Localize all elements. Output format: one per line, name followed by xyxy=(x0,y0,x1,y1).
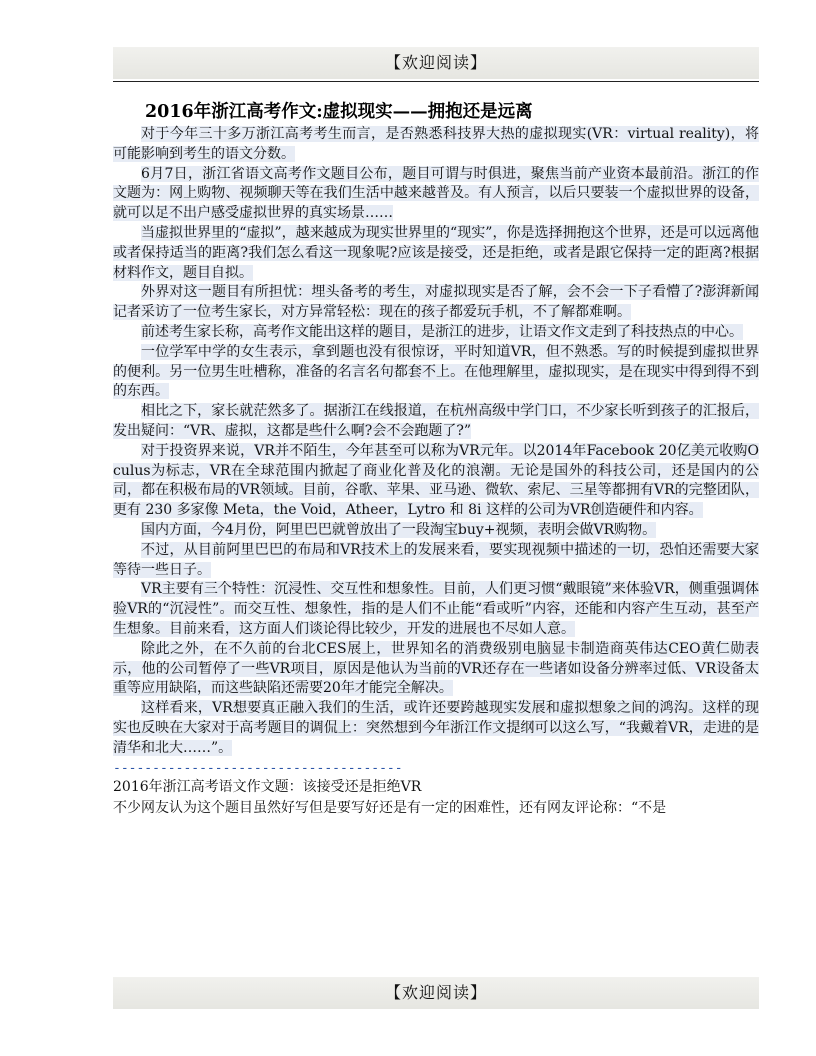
header-rule xyxy=(113,81,759,82)
paragraph: 不过，从目前阿里巴巴的布局和VR技术上的发展来看，要实现视频中描述的一切，恐怕还需要大家等待一些日子。 xyxy=(113,541,759,578)
header-banner: 【欢迎阅读】 xyxy=(113,47,759,79)
paragraph: 相比之下，家长就茫然多了。据浙江在线报道，在杭州高级中学门口，不少家长听到孩子的汇报后，发出疑问：“VR、虚拟，这都是些什么啊?会不会跑题了?” xyxy=(113,403,759,439)
article-title: 2016年浙江高考作文:虚拟现实——拥抱还是远离 xyxy=(145,102,533,122)
paragraph: 前述考生家长称，高考作文能出这样的题目，是浙江的进步，让语文作文走到了科技热点的中心。 xyxy=(141,323,743,340)
paragraph: 6月7日，浙江省语文高考作文题目公布，题目可谓与时俱进，聚焦当前产业资本最前沿。浙江的作文题为：网上购物、视频聊天等在我们生活中越来越普及。有人预言，以后只要装一个虚拟世界的设备，就可以足不出户感受虚拟世界的真实场景…… xyxy=(113,165,759,222)
last-line: 不少网友认为这个题目虽然好写但是要写好还是有一定的困难性，还有网友评论称：“不是 xyxy=(113,799,667,816)
paragraph: 外界对这一题目有所担忧：埋头备考的考生，对虚拟现实是否了解，会不会一下子看懵了?澎湃新闻记者采访了一位考生家长，对方异常轻松：现在的孩子都爱玩手机，不了解都难啊。 xyxy=(113,284,759,321)
paragraph: 对于投资界来说，VR并不陌生，今年甚至可以称为VR元年。以2014年Facebook 20亿美元收购Oculus为标志，VR在全球范围内掀起了商业化普及化的浪潮。无论是国外的科技公司，还是国内的公司，都在积极布局的VR领域。目前，谷歌、苹果、亚马逊、微软、索尼、三星等都拥有VR的完整团队，更有 230 多家像 Meta，the Void，Atheer，Lytro 和 8i 这样的公司为VR创造硬件和内容。 xyxy=(113,442,759,519)
paragraph: 这样看来，VR想要真正融入我们的生活，或许还要跨越现实发展和虚拟想象之间的鸿沟。这样的现实也反映在大家对于高考题目的调侃上：突然想到今年浙江作文提纲可以这么写，“我戴着VR，走进的是清华和北大……”。 xyxy=(113,700,759,756)
paragraph: 对于今年三十多万浙江高考考生而言，是否熟悉科技界大热的虚拟现实(VR：virtual reality)，将可能影响到考生的语文分数。 xyxy=(113,126,759,162)
subheading: 2016年浙江高考语文作文题：该接受还是拒绝VR xyxy=(113,778,422,795)
dashed-separator: ------------------------------------- xyxy=(113,760,403,776)
paragraph: 除此之外，在不久前的台北CES展上，世界知名的消费级别电脑显卡制造商英伟达CEO黄仁勋表示，他的公司暂停了一些VR项目，原因是他认为当前的VR还存在一些诸如设备分辨率过低、VR设备太重等应用缺陷，而这些缺陷还需要20年才能完全解决。 xyxy=(113,640,759,697)
paragraph: 一位学军中学的女生表示，拿到题也没有很惊讶，平时知道VR，但不熟悉。写的时候提到虚拟世界的便利。另一位男生吐槽称，准备的名言名句都套不上。在他理解里，虚拟现实，是在现实中得到得不到的东西。 xyxy=(113,343,759,400)
paragraph: 当虚拟世界里的“虚拟”，越来越成为现实世界里的“现实”，你是选择拥抱这个世界，还是可以远离他或者保持适当的距离?我们怎么看这一现象呢?应该是接受，还是拒绝，或者是跟它保持一定的距离?根据材料作文，题目自拟。 xyxy=(113,224,759,281)
document-body xyxy=(113,99,759,819)
footer-banner: 【欢迎阅读】 xyxy=(113,977,759,1009)
paragraph: 国内方面，今4月份，阿里巴巴就曾放出了一段淘宝buy+视频，表明会做VR购物。 xyxy=(141,521,657,538)
paragraph: VR主要有三个特性：沉浸性、交互性和想象性。目前，人们更习惯“戴眼镜”来体验VR，侧重强调体验VR的“沉浸性”。而交互性、想象性，指的是人们不止能“看或听”内容，还能和内容产生互动，甚至产生想象。目前来看，这方面人们谈论得比较少，开发的进展也不尽如人意。 xyxy=(113,581,759,637)
